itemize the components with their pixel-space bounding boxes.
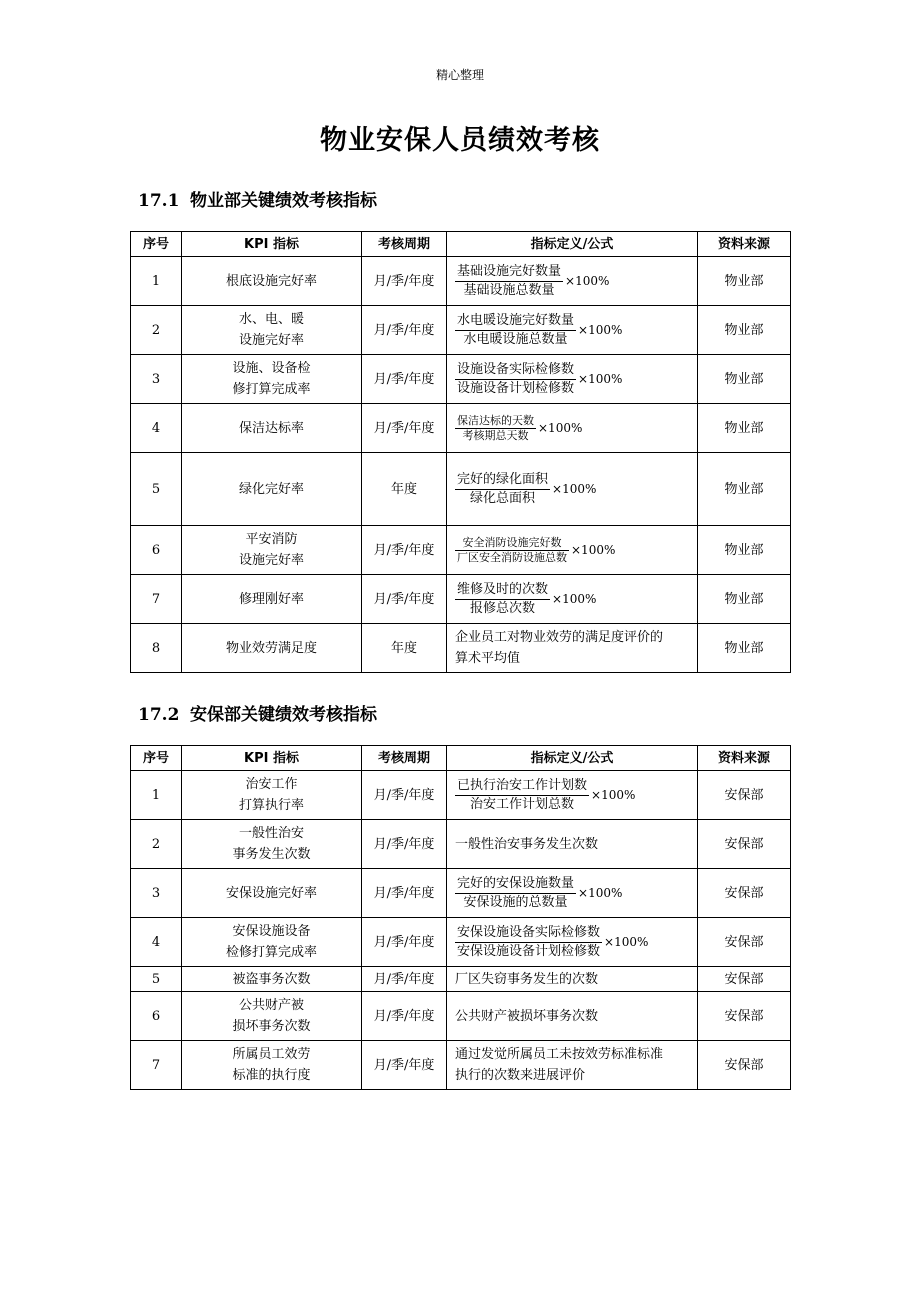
formula-denominator: 设施设备计划检修数 [457, 380, 575, 396]
kpi-name [182, 355, 362, 404]
section-number: 17.1 [138, 191, 180, 211]
table-row [131, 624, 791, 673]
table-row [131, 967, 791, 992]
formula-numerator: 安全消防设施完好数 [455, 536, 569, 551]
column-header: 序号 [131, 746, 182, 771]
row-number: 5 [131, 453, 182, 526]
formula-multiplier: ×100% [571, 542, 616, 557]
table-row [131, 575, 791, 624]
section-heading-property [138, 186, 377, 211]
formula-fraction [455, 471, 550, 508]
kpi-name-line: 设施完好率 [238, 553, 304, 568]
data-source: 安保部 [698, 992, 791, 1041]
assessment-period: 月/季/年度 [362, 869, 447, 918]
kpi-name-line: 修理刚好率 [238, 591, 304, 607]
assessment-period: 月/季/年度 [362, 967, 447, 992]
table-row [131, 257, 791, 306]
definition-formula [447, 967, 698, 992]
assessment-period: 月/季/年度 [362, 404, 447, 453]
formula-fraction [455, 581, 550, 618]
kpi-name-line: 标准的执行度 [232, 1068, 311, 1083]
kpi-name-line: 所属员工效劳 [232, 1047, 311, 1062]
table-row [131, 453, 791, 526]
row-number: 4 [131, 404, 182, 453]
definition-formula [447, 771, 698, 820]
formula-numerator: 保洁达标的天数 [457, 413, 534, 427]
assessment-period: 年度 [362, 624, 447, 673]
definition-line: 公共财产被损坏事务次数 [455, 1008, 599, 1024]
row-number: 3 [131, 355, 182, 404]
formula-fraction [455, 924, 602, 961]
document-title: 物业安保人员绩效考核 [320, 125, 600, 156]
formula-numerator: 维修及时的次数 [455, 581, 550, 600]
table-row [131, 306, 791, 355]
row-number: 3 [131, 869, 182, 918]
formula-denominator: 安保设施的总数量 [463, 894, 568, 910]
formula-denominator: 安保设施设备计划检修数 [457, 943, 601, 959]
data-source: 物业部 [698, 306, 791, 355]
definition-line: 一般性治安事务发生次数 [455, 836, 599, 852]
kpi-name [182, 453, 362, 526]
formula-denominator: 基础设施总数量 [463, 282, 555, 298]
kpi-name-line: 打算执行率 [238, 798, 304, 813]
formula-denominator: 考核期总天数 [462, 428, 529, 442]
formula-multiplier: ×100% [578, 885, 623, 900]
kpi-name-line: 安保设施完好率 [225, 885, 317, 901]
formula-denominator: 治安工作计划总数 [470, 796, 575, 812]
assessment-period: 月/季/年度 [362, 526, 447, 575]
formula-multiplier: ×100% [552, 591, 597, 606]
assessment-period: 月/季/年度 [362, 355, 447, 404]
formula-multiplier: ×100% [565, 273, 610, 288]
formula-numerator: 设施设备实际检修数 [455, 361, 576, 380]
row-number: 1 [131, 257, 182, 306]
kpi-name [182, 575, 362, 624]
definition-formula [447, 355, 698, 404]
definition-formula [447, 820, 698, 869]
data-source: 安保部 [698, 918, 791, 967]
kpi-name-line: 设施、设备检 [232, 361, 311, 376]
kpi-name-line: 一般性治安 [238, 826, 304, 841]
data-source: 安保部 [698, 820, 791, 869]
formula-numerator: 安保设施设备实际检修数 [455, 924, 602, 943]
column-header: 资料来源 [698, 232, 791, 257]
kpi-name [182, 624, 362, 673]
definition-line: 算术平均值 [455, 651, 521, 666]
definition-formula [447, 575, 698, 624]
kpi-name-line: 绿化完好率 [238, 481, 304, 497]
formula-fraction [455, 536, 569, 565]
table-header-row [131, 746, 791, 771]
data-source: 物业部 [698, 526, 791, 575]
section-heading-security [138, 700, 377, 725]
section-number: 17.2 [138, 705, 180, 725]
column-header: KPI 指标 [182, 232, 362, 257]
kpi-name-line: 根底设施完好率 [225, 273, 317, 289]
kpi-name-line: 保洁达标率 [238, 420, 304, 436]
kpi-name [182, 526, 362, 575]
data-source: 安保部 [698, 967, 791, 992]
kpi-name [182, 820, 362, 869]
formula-numerator: 完好的安保设施数量 [455, 875, 576, 894]
data-source: 物业部 [698, 624, 791, 673]
table-header-row [131, 232, 791, 257]
assessment-period: 月/季/年度 [362, 306, 447, 355]
table-row [131, 820, 791, 869]
formula-multiplier: ×100% [578, 322, 623, 337]
definition-formula [447, 1041, 698, 1090]
kpi-name [182, 771, 362, 820]
formula-fraction [455, 414, 536, 443]
kpi-name-line: 修打算完成率 [232, 382, 311, 397]
data-source: 安保部 [698, 1041, 791, 1090]
row-number: 7 [131, 575, 182, 624]
row-number: 1 [131, 771, 182, 820]
kpi-name [182, 869, 362, 918]
table-row [131, 992, 791, 1041]
kpi-name-line: 平安消防 [245, 532, 298, 547]
table-row [131, 355, 791, 404]
kpi-name [182, 306, 362, 355]
table-row [131, 1041, 791, 1090]
definition-formula [447, 918, 698, 967]
assessment-period: 月/季/年度 [362, 992, 447, 1041]
kpi-name-line: 安保设施设备 [232, 924, 311, 939]
table-row [131, 526, 791, 575]
definition-formula [447, 869, 698, 918]
formula-numerator: 基础设施完好数量 [455, 263, 563, 282]
data-source: 物业部 [698, 355, 791, 404]
formula-denominator: 水电暖设施总数量 [463, 331, 568, 347]
data-source: 安保部 [698, 869, 791, 918]
data-source: 物业部 [698, 404, 791, 453]
formula-fraction [455, 263, 563, 300]
formula-denominator: 绿化总面积 [470, 490, 536, 506]
kpi-name-line: 检修打算完成率 [225, 945, 317, 960]
row-number: 2 [131, 306, 182, 355]
table-row [131, 918, 791, 967]
row-number: 2 [131, 820, 182, 869]
row-number: 7 [131, 1041, 182, 1090]
formula-denominator: 报修总次数 [470, 600, 536, 616]
table-row [131, 869, 791, 918]
assessment-period: 月/季/年度 [362, 820, 447, 869]
row-number: 6 [131, 526, 182, 575]
formula-fraction [455, 777, 589, 814]
row-number: 5 [131, 967, 182, 992]
section-title: 物业部关键绩效考核指标 [190, 191, 377, 211]
kpi-name [182, 257, 362, 306]
formula-multiplier: ×100% [578, 371, 623, 386]
definition-formula [447, 306, 698, 355]
definition-line: 企业员工对物业效劳的满足度评价的 [455, 630, 664, 645]
kpi-name [182, 967, 362, 992]
row-number: 4 [131, 918, 182, 967]
assessment-period: 月/季/年度 [362, 1041, 447, 1090]
data-source: 物业部 [698, 575, 791, 624]
formula-fraction [455, 361, 576, 398]
formula-numerator: 已执行治安工作计划数 [455, 777, 589, 796]
kpi-name [182, 992, 362, 1041]
column-header: 考核周期 [362, 746, 447, 771]
property-kpi-table [130, 231, 791, 673]
formula-multiplier: ×100% [591, 787, 636, 802]
kpi-name [182, 918, 362, 967]
formula-numerator: 完好的绿化面积 [455, 471, 550, 490]
section-title: 安保部关键绩效考核指标 [190, 705, 377, 725]
assessment-period: 年度 [362, 453, 447, 526]
assessment-period: 月/季/年度 [362, 918, 447, 967]
row-number: 8 [131, 624, 182, 673]
formula-denominator: 厂区安全消防设施总数 [457, 550, 567, 564]
assessment-period: 月/季/年度 [362, 771, 447, 820]
kpi-name-line: 事务发生次数 [232, 847, 311, 862]
formula-fraction [455, 312, 576, 349]
definition-formula [447, 404, 698, 453]
formula-numerator: 水电暖设施完好数量 [455, 312, 576, 331]
definition-line: 执行的次数来进展评价 [455, 1068, 586, 1083]
definition-formula [447, 257, 698, 306]
definition-formula [447, 624, 698, 673]
row-number: 6 [131, 992, 182, 1041]
kpi-name [182, 1041, 362, 1090]
column-header: 考核周期 [362, 232, 447, 257]
kpi-name-line: 损坏事务次数 [232, 1019, 311, 1034]
kpi-name [182, 404, 362, 453]
kpi-name-line: 设施完好率 [238, 333, 304, 348]
kpi-name-line: 治安工作 [245, 777, 298, 792]
data-source: 物业部 [698, 257, 791, 306]
formula-multiplier: ×100% [604, 934, 649, 949]
column-header: 指标定义/公式 [447, 232, 698, 257]
kpi-name-line: 水、电、暖 [238, 312, 304, 327]
column-header: KPI 指标 [182, 746, 362, 771]
definition-formula [447, 992, 698, 1041]
table-row [131, 771, 791, 820]
column-header: 资料来源 [698, 746, 791, 771]
assessment-period: 月/季/年度 [362, 257, 447, 306]
column-header: 序号 [131, 232, 182, 257]
definition-line: 厂区失窃事务发生的次数 [455, 971, 599, 987]
kpi-name-line: 被盗事务次数 [232, 971, 311, 987]
formula-multiplier: ×100% [538, 420, 583, 435]
data-source: 物业部 [698, 453, 791, 526]
security-kpi-table [130, 745, 791, 1090]
data-source: 安保部 [698, 771, 791, 820]
definition-formula [447, 453, 698, 526]
kpi-name-line: 物业效劳满足度 [225, 640, 317, 656]
definition-line: 通过发觉所属员工未按效劳标准标准 [455, 1047, 664, 1062]
formula-fraction [455, 875, 576, 912]
column-header: 指标定义/公式 [447, 746, 698, 771]
table-row [131, 404, 791, 453]
definition-formula [447, 526, 698, 575]
kpi-name-line: 公共财产被 [238, 998, 304, 1013]
assessment-period: 月/季/年度 [362, 575, 447, 624]
formula-multiplier: ×100% [552, 481, 597, 496]
header-note: 精心整理 [435, 68, 484, 82]
